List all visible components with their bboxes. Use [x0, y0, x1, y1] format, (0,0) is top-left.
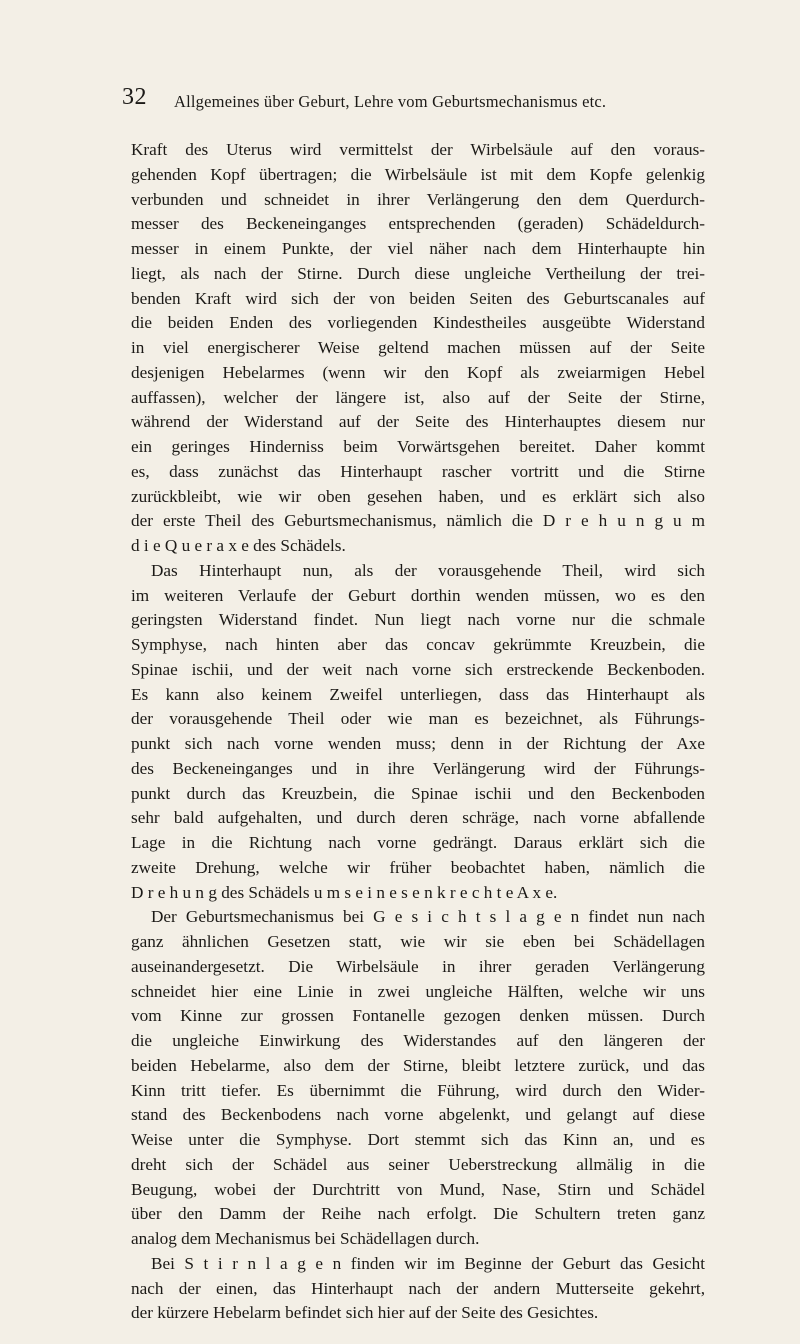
text-line: in viel energischerer Weise geltend machen müssen auf der Seite	[131, 338, 705, 357]
page-header	[122, 84, 702, 124]
text-line: beiden Hebelarme, also dem der Stirne, bleibt letztere zurück, und das	[131, 1055, 705, 1075]
text-line: geringsten Widerstand findet. Nun liegt nach vorne nur die schmale	[131, 610, 705, 630]
text-line: d i e Q u e r a x e des Schädels.	[131, 536, 346, 555]
text-line: zurückbleibt, wie wir oben gesehen haben, und es erklärt sich also	[131, 486, 705, 506]
text-line: die ungleiche Einwirkung des Widerstandes auf den längeren der	[131, 1031, 705, 1050]
text-line: der kürzere Hebelarm befindet sich hier auf der Seite des Gesichtes.	[131, 1303, 599, 1323]
page-number: 32	[122, 84, 147, 110]
text-line: schneidet hier eine Linie in zwei ungleiche Hälften, welche wir uns	[131, 981, 705, 1001]
text-line: Lage in die Richtung nach vorne gedrängt. Daraus erklärt sich die	[131, 833, 705, 852]
text-line: messer in einem Punkte, der viel näher nach dem Hinterhaupte hin	[131, 239, 705, 258]
text-line: Es kann also keinem Zweifel unterliegen, dass das Hinterhaupt als	[131, 684, 705, 704]
text-line: vom Kinne zur grossen Fontanelle gezogen denken müssen. Durch	[131, 1006, 705, 1026]
running-title: Allgemeines über Geburt, Lehre vom Geburtsmechanismus etc.	[174, 92, 607, 111]
text-line: über den Damm der Reihe nach erfolgt. Die Schultern treten ganz	[131, 1204, 705, 1224]
text-line: Kinn tritt tiefer. Es übernimmt die Führung, wird durch den Wider-	[131, 1080, 705, 1100]
text-line: Das Hinterhaupt nun, als der vorausgehende Theil, wird sich	[151, 560, 705, 580]
text-line: benden Kraft wird sich der von beiden Seiten des Geburtscanales auf	[131, 288, 705, 308]
text-line: Weise unter die Symphyse. Dort stemmt sich das Kinn an, und es	[131, 1130, 705, 1149]
text-line: sehr bald aufgehalten, und durch deren schräge, nach vorne abfallende	[131, 808, 705, 828]
text-line: es, dass zunächst das Hinterhaupt rascher vortritt und die Stirne	[131, 461, 705, 481]
text-line: ein geringes Hinderniss beim Vorwärtsgehen bereitet. Daher kommt	[131, 437, 705, 456]
text-line: messer des Beckeneinganges entsprechenden (geraden) Schädeldurch-	[131, 214, 705, 234]
text-line: Der Geburtsmechanismus bei G e s i c h t s l a g e n findet nun nach	[151, 907, 705, 927]
text-line: im weiteren Verlaufe der Geburt dorthin wenden müssen, wo es den	[131, 585, 705, 605]
text-line: Spinae ischii, und der weit nach vorne sich erstreckende Beckenboden.	[131, 659, 705, 679]
text-line: stand des Beckenbodens nach vorne abgelenkt, und gelangt auf diese	[131, 1105, 705, 1125]
text-line: auffassen), welcher der längere ist, also auf der Seite der Stirne,	[131, 387, 705, 407]
text-line: Kraft des Uterus wird vermittelst der Wirbelsäule auf den voraus-	[131, 140, 705, 159]
text-line: zweite Drehung, welche wir früher beobachtet haben, nämlich die	[131, 857, 705, 877]
body-text	[131, 138, 705, 1326]
text-line: Bei S t i r n l a g e n finden wir im Beginne der Geburt das Gesicht	[151, 1253, 705, 1273]
text-line: Beugung, wobei der Durchtritt von Mund, Nase, Stirn und Schädel	[131, 1179, 705, 1199]
text-line: punkt durch das Kreuzbein, die Spinae ischii und den Beckenboden	[131, 783, 705, 803]
text-line: des Beckeneinganges und in ihre Verlängerung wird der Führungs-	[131, 758, 705, 778]
text-line: ganz ähnlichen Gesetzen statt, wie wir sie eben bei Schädellagen	[131, 932, 705, 951]
text-line: der vorausgehende Theil oder wie man es bezeichnet, als Führungs-	[131, 709, 705, 729]
text-line: Symphyse, nach hinten aber das concav gekrümmte Kreuzbein, die	[131, 635, 705, 654]
text-line: analog dem Mechanismus bei Schädellagen durch.	[131, 1229, 480, 1248]
text-line: die beiden Enden des vorliegenden Kindestheiles ausgeübte Widerstand	[131, 313, 705, 333]
text-line: liegt, als nach der Stirne. Durch diese ungleiche Vertheilung der trei-	[131, 263, 705, 283]
text-line: nach der einen, das Hinterhaupt nach der andern Mutterseite gekehrt,	[131, 1278, 705, 1298]
text-line: gehenden Kopf übertragen; die Wirbelsäule ist mit dem Kopfe gelenkig	[131, 164, 705, 184]
text-line: desjenigen Hebelarmes (wenn wir den Kopf als zweiarmigen Hebel	[131, 362, 705, 382]
text-line: punkt sich nach vorne wenden muss; denn in der Richtung der Axe	[131, 734, 705, 753]
text-line: auseinandergesetzt. Die Wirbelsäule in ihrer geraden Verlängerung	[131, 956, 705, 976]
text-line: der erste Theil des Geburtsmechanismus, nämlich die D r e h u n g u m	[131, 511, 705, 531]
text-line: während der Widerstand auf der Seite des Hinterhauptes diesem nur	[131, 412, 705, 432]
text-line: D r e h u n g des Schädels u m s e i n e s e n k r e c h t e A x e.	[131, 882, 558, 902]
text-line: dreht sich der Schädel aus seiner Ueberstreckung allmälig in die	[131, 1154, 705, 1174]
text-line: verbunden und schneidet in ihrer Verlängerung den dem Querdurch-	[131, 189, 705, 209]
